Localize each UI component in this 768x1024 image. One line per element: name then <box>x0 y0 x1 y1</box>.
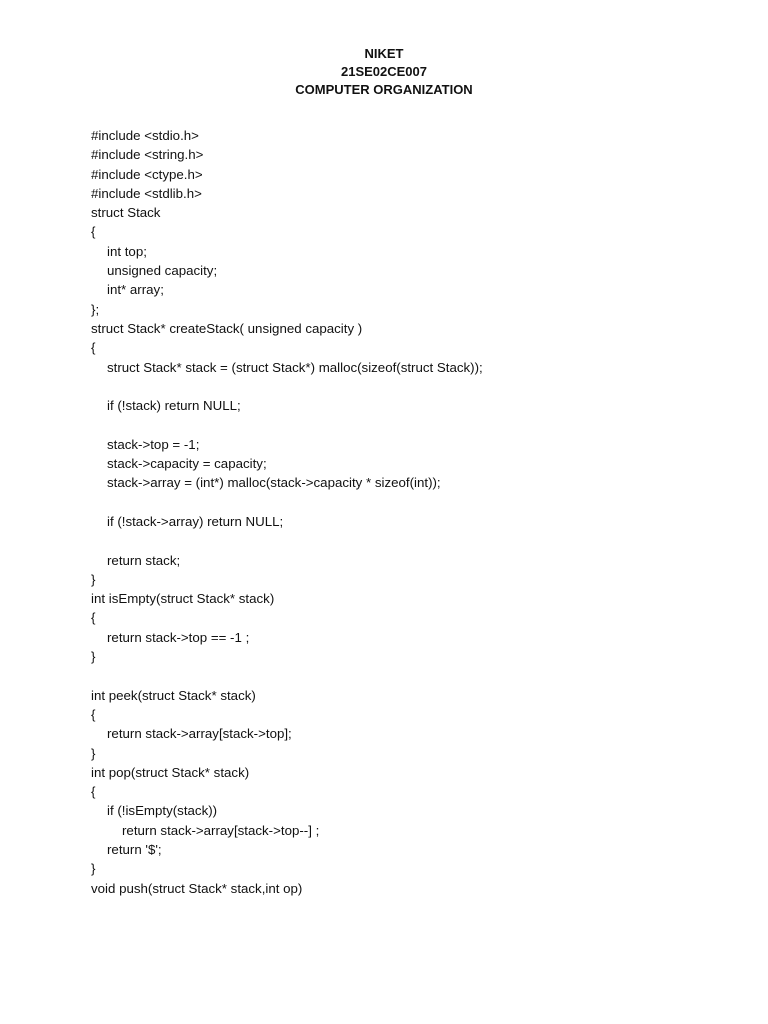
code-line: int pop(struct Stack* stack) <box>91 764 250 780</box>
code-listing <box>91 126 731 898</box>
code-line: #include <string.h> <box>91 147 204 163</box>
code-line: #include <ctype.h> <box>91 166 203 182</box>
code-line: { <box>91 340 96 356</box>
code-line: return stack->top == -1 ; <box>107 629 250 645</box>
code-line: int* array; <box>107 282 164 298</box>
code-line: struct Stack <box>91 205 161 221</box>
code-line: { <box>91 610 96 626</box>
code-line: { <box>91 224 96 240</box>
code-line: stack->array = (int*) malloc(stack->capacity * sizeof(int)); <box>107 475 441 491</box>
subject-title: COMPUTER ORGANIZATION <box>295 82 473 97</box>
code-line: { <box>91 784 96 800</box>
code-line <box>91 666 731 685</box>
code-line: int top; <box>107 243 147 259</box>
code-line: unsigned capacity; <box>107 263 218 279</box>
code-line: }; <box>91 301 100 317</box>
code-line: stack->capacity = capacity; <box>107 456 267 472</box>
code-line: #include <stdio.h> <box>91 128 199 143</box>
author-name: NIKET <box>364 46 404 61</box>
code-line: } <box>91 649 96 665</box>
enrollment-id: 21SE02CE007 <box>340 64 427 79</box>
code-line: return '$'; <box>107 841 162 857</box>
document-header <box>0 45 768 99</box>
code-line: int peek(struct Stack* stack) <box>91 687 256 703</box>
code-line <box>91 493 731 512</box>
code-line: struct Stack* stack = (struct Stack*) malloc(sizeof(struct Stack)); <box>107 359 483 375</box>
code-line: struct Stack* createStack( unsigned capacity ) <box>91 320 363 336</box>
code-line: void push(struct Stack* stack,int op) <box>91 880 303 896</box>
code-line: int isEmpty(struct Stack* stack) <box>91 591 275 607</box>
code-line: return stack->array[stack->top--] ; <box>122 822 320 838</box>
code-line <box>91 415 731 434</box>
code-line: if (!stack->array) return NULL; <box>107 513 284 529</box>
code-line: { <box>91 706 96 722</box>
code-line: } <box>91 571 96 587</box>
code-line <box>91 531 731 550</box>
code-line: if (!isEmpty(stack)) <box>107 803 218 819</box>
code-line <box>91 377 731 396</box>
code-line: } <box>91 745 96 761</box>
code-line: stack->top = -1; <box>107 436 200 452</box>
code-line: return stack; <box>107 552 181 568</box>
code-line: return stack->array[stack->top]; <box>107 726 292 742</box>
code-line: #include <stdlib.h> <box>91 185 202 201</box>
code-line: } <box>91 861 96 877</box>
code-line: if (!stack) return NULL; <box>107 398 241 414</box>
